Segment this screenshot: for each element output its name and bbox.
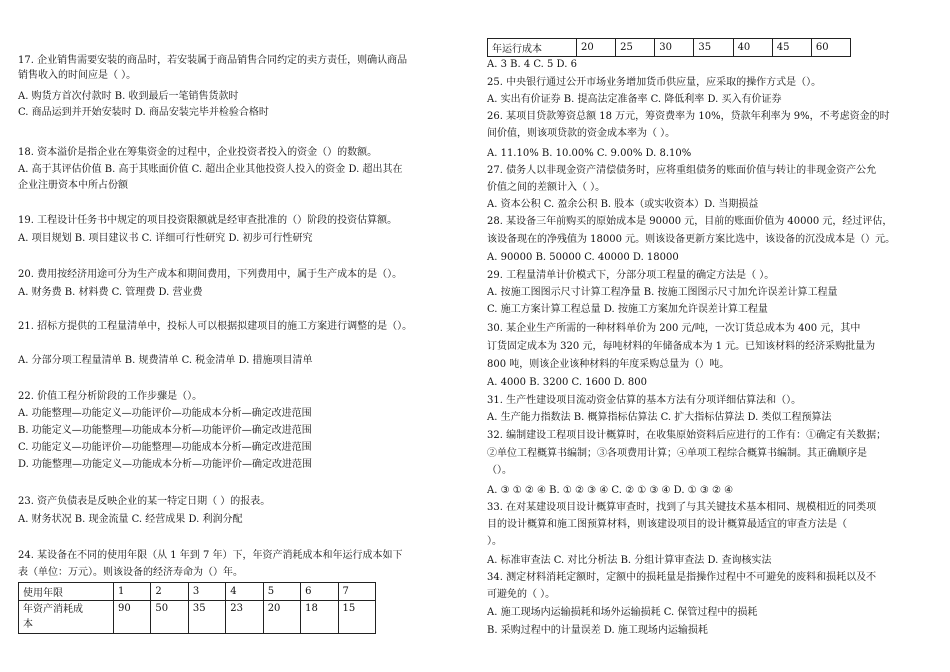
table-cell-text: 本 <box>23 619 33 630</box>
q32-stem-line2: ②单位工程概算书编制；③各项费用计算；④单项工程综合概算书编制。其正确顺序是 <box>487 448 867 459</box>
table-cell: 5 <box>263 583 300 601</box>
table-cell: 使用年限 <box>19 583 114 601</box>
q31-options: A. 生产能力指数法 B. 概算指标估算法 C. 扩大指标估算法 D. 类似工程预算法 <box>487 412 832 423</box>
q30-options: A. 4000 B. 3200 C. 1600 D. 800 <box>487 377 647 388</box>
table-cell: 20 <box>577 39 616 57</box>
q34-options-line1: A. 施工现场内运输损耗和场外运输损耗 C. 保管过程中的损耗 <box>487 607 758 618</box>
q24-table <box>18 582 376 634</box>
table-row <box>488 39 851 57</box>
q23-stem: 23. 资产负债表是反映企业的某一特定日期（ ）的报表。 <box>18 496 271 507</box>
table-cell: 7 <box>338 583 375 601</box>
q27-options: A. 资本公积 C. 盈余公积 B. 股本（或实收资本）D. 当期损益 <box>487 199 759 210</box>
q22-stem: 22. 价值工程分析阶段的工作步骤是（）。 <box>18 391 203 402</box>
q21-stem: 21. 招标方提供的工程量清单中，投标人可以根据拟建项目的施工方案进行调整的是（）。 <box>18 321 413 332</box>
q33-stem-line2: 目的设计概算和施工图预算材料，则该建设项目的设计概算最适宜的审查方法是（ <box>487 519 847 530</box>
q17-stem-line2: 销售收入的时间应是（ ）。 <box>18 70 137 81</box>
q18-stem: 18. 资本溢价是指企业在筹集资金的过程中，企业投资者投入的资金（）的数额。 <box>18 147 378 158</box>
q19-stem: 19. 工程设计任务书中规定的项目投资限额就是经审查批准的（）阶段的投资估算额。 <box>18 215 398 226</box>
table-cell: 6 <box>301 583 338 601</box>
q18-options-line1: A. 高于其评估价值 B. 高于其账面价值 C. 超出企业其他投资人投入的资金 D. 超出其在 <box>18 164 403 175</box>
q30-stem-line3: 800 吨，则该企业该种材料的年度采购总量为（）吨。 <box>487 359 730 370</box>
q25-options: A. 实出有价证券 B. 提高法定准备率 C. 降低利率 D. 买入有价证券 <box>487 94 782 105</box>
table-row <box>19 583 376 601</box>
q30-stem-line2: 订货固定成本为 320 元，每吨材料的年储备成本为 1 元。已知该材料的经济采购批量为 <box>487 341 876 352</box>
table-cell: 15 <box>338 601 375 634</box>
q29-options-cd: C. 施工方案计算工程总量 D. 按施工方案加允许误差计算工程量 <box>487 304 768 315</box>
q25-stem: 25. 中央银行通过公开市场业务增加货币供应量，应采取的操作方式是（）。 <box>487 77 822 88</box>
table-cell: 30 <box>655 39 694 57</box>
table-cell: 23 <box>226 601 263 634</box>
table-cell: 35 <box>694 39 733 57</box>
q30-stem-line1: 30. 某企业生产所需的一种材料单价为 200 元/吨，一次订货总成本为 400 元，其中 <box>487 323 861 334</box>
q21-options: A. 分部分项工程量清单 B. 规费清单 C. 税金清单 D. 措施项目清单 <box>18 355 313 366</box>
q17-options-cd: C. 商品运到并开始安装时 D. 商品安装完毕并检验合格时 <box>18 107 269 118</box>
table-row-header: 年运行成本 <box>488 39 577 57</box>
q29-options-ab: A. 按施工图图示尺寸计算工程净量 B. 按施工图图示尺寸加允许误差计算工程量 <box>487 287 838 298</box>
table-cell: 3 <box>188 583 225 601</box>
q27-stem-line1: 27. 债务人以非现金资产清偿债务时，应将重组债务的账面价值与转让的非现金资产公允 <box>487 165 877 176</box>
table-cell: 40 <box>733 39 772 57</box>
table-cell: 4 <box>226 583 263 601</box>
q28-options: A. 90000 B. 50000 C. 40000 D. 18000 <box>487 252 679 263</box>
q20-options: A. 财务费 B. 材料费 C. 管理费 D. 营业费 <box>18 287 203 298</box>
q28-stem-line2: 该设备现在的净残值为 18000 元。则该设备更新方案比选中，该设备的沉没成本是（）元。 <box>487 234 896 245</box>
q17-options-ab: A. 购货方首次付款时 B. 收到最后一笔销售货款时 <box>18 91 239 102</box>
q29-stem: 29. 工程量清单计价模式下，分部分项工程量的确定方法是（ ）。 <box>487 270 775 281</box>
q24-stem-line1: 24. 某设备在不同的使用年限（从 1 年到 7 年）下，年资产消耗成本和年运行成本如下 <box>18 550 403 561</box>
q33-stem-line1: 33. 在对某建设项目设计概算审查时，找到了与其关键技术基本相同、规模相近的同类项 <box>487 502 877 513</box>
table-cell: 1 <box>114 583 151 601</box>
q34-stem-line2: 可避免的（ ）。 <box>487 589 556 600</box>
q34-stem-line1: 34. 测定材料消耗定额时，定额中的损耗量是指操作过程中不可避免的废料和损耗以及不 <box>487 572 877 583</box>
q26-stem-line1: 26. 某项目贷款筹资总额 18 万元，筹资费率为 10%，贷款年利率为 9%，不考虑资金的时 <box>487 111 890 122</box>
q32-stem-line3: （）。 <box>487 465 512 476</box>
q18-options-line2: 企业注册资本中所占份额 <box>18 180 128 191</box>
table-cell: 50 <box>151 601 188 634</box>
q28-stem-line1: 28. 某设备三年前购买的原始成本是 90000 元，目前的账面价值为 40000 元，经过评估， <box>487 216 893 227</box>
table-cell: 25 <box>616 39 655 57</box>
q19-options: A. 项目规划 B. 项目建议书 C. 详细可行性研究 D. 初步可行性研究 <box>18 233 313 244</box>
q22-option-c: C. 功能定义—功能评价—功能整理—功能成本分析—确定改进范围 <box>18 442 312 453</box>
q20-stem: 20. 费用按经济用途可分为生产成本和期间费用，下列费用中，属于生产成本的是（）。 <box>18 269 403 280</box>
q32-options: A. ③ ① ② ④ B. ① ② ③ ④ C. ② ① ③ ④ D. ① ③ ② ④ <box>487 485 734 496</box>
q27-stem-line2: 价值之间的差额计入（ ）。 <box>487 182 606 193</box>
table-cell: 20 <box>263 601 300 634</box>
table-cell-text: 年资产消耗成 <box>23 604 83 615</box>
table-cell: 2 <box>151 583 188 601</box>
q22-option-d: D. 功能整理—功能定义—功能成本分析—功能评价—确定改进范围 <box>18 459 313 470</box>
q26-options: A. 11.10% B. 10.00% C. 9.00% D. 8.10% <box>487 148 692 159</box>
q24-options: A. 3 B. 4 C. 5 D. 6 <box>487 59 577 70</box>
q22-option-a: A. 功能整理—功能定义—功能评价—功能成本分析—确定改进范围 <box>18 408 312 419</box>
table-cell: 35 <box>188 601 225 634</box>
q22-option-b: B. 功能定义—功能整理—功能成本分析—功能评价—确定改进范围 <box>18 425 312 436</box>
table-cell: 18 <box>301 601 338 634</box>
q23-options: A. 财务状况 B. 现金流量 C. 经营成果 D. 利润分配 <box>18 514 243 525</box>
q24-stem-line2: 表（单位：万元）。则该设备的经济寿命为（）年。 <box>18 567 243 578</box>
q33-stem-line3: ）。 <box>487 536 502 547</box>
q26-stem-line2: 间价值，则该项贷款的资金成本率为（ ）。 <box>487 128 676 139</box>
q32-stem-line1: 32. 编制建设工程项目设计概算时，在收集原始资料后应进行的工作有：①确定有关数据； <box>487 430 887 441</box>
q31-stem: 31. 生产性建设项目流动资金估算的基本方法有分项详细估算法和（）。 <box>487 395 802 406</box>
q17-stem-line1: 17. 企业销售需要安装的商品时，若安装属于商品销售合同约定的卖方责任，则确认商品 <box>18 55 408 66</box>
q34-options-line2: B. 采购过程中的计量误差 D. 施工现场内运输损耗 <box>487 625 708 636</box>
q33-options: A. 标准审查法 C. 对比分析法 B. 分组计算审查法 D. 查询核实法 <box>487 555 772 566</box>
table-cell: 45 <box>772 39 811 57</box>
table-row <box>19 601 376 634</box>
table-cell: 60 <box>811 39 850 57</box>
q24-table-continued <box>487 38 851 57</box>
table-cell: 90 <box>114 601 151 634</box>
table-row-header <box>19 601 114 634</box>
